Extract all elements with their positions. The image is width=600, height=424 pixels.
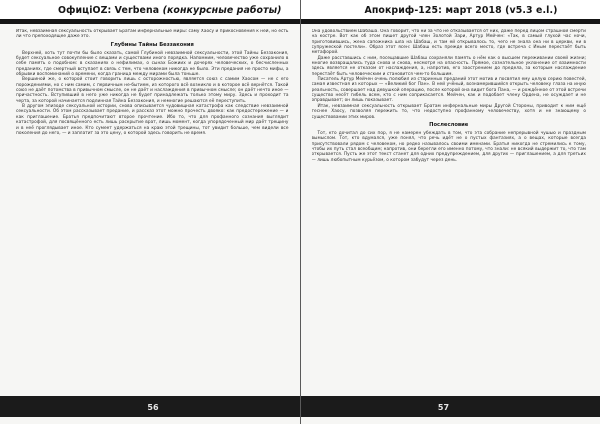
text-fade [301,382,600,396]
left-body-text [16,29,289,390]
right-page [301,0,600,424]
header-rule [301,19,600,24]
body-paragraph: В другом эпизоде сексуальной истории, снова описывается чудовищная катастрофа как следствие невзаимной сексуальности. Об этом рассказывает предание, и рассказ этот можно прочесть двояко: как предостережение — и как приглашение. Братья предпочитают второе прочтение. Ибо то, что для профанного сознания выглядит катастрофой, для посвящённого есть лишь раскрытие врат, лишь момент, когда упорядоченный мир даёт трещину и в неё проглядывает иное. Кто сумеет удержаться на краю этой трещины, тот увидит больше, чем видели все поколения до него, — и заплатит за это цену, о которой здесь говорить не время. [16,104,289,136]
text-fade [0,382,300,396]
running-title-main: ОфицiOZ: Verbena [58,5,160,16]
section-heading: Глубины Тайны Беззакония [110,41,194,48]
body-paragraph: Она удовольствием Шабаша. Она говорит, что ни за что не отказывается от них, даже перед лицом страшной смерти на костре. Вот как об этом пишет другой член Золотой Зари, Артур Мейчен: «Так, в самый глухой час ночи, приготовившись, жена сапожника шла на Шабаш, и там ей открывалось то, чего не знала она ни в церкви, ни в супружеской постели». Образ этот ясен: Шабаш есть прежде всего место, где встреча с Иным перестаёт быть метафорой. [311,29,586,56]
body-paragraph: Даже расставшись с ним, посещавшие Шабаш сохраняли память о нём как о высшем переживании своей жизни; многие возвращались туда снова и снова, несмотря на опасность. Прямое, сознательное уклонение от взаимности здесь является не отказом от наслаждения, а, напротив, его заострением до предела, за которым наслаждение перестаёт быть человеческим и становится чем-то большим. [311,55,586,77]
running-title-subtitle: (конкурсные работы) [162,5,282,16]
body-paragraph: Вершиной же, о которой стоит говорить лишь с осторожностью, является союз с самим Хаосом — не с его порождениями, но с ним самим, с первичным не-бытием, из которого всё возникло и в которое всё вернётся. Такой союз не даёт потомства в привычном смысле, он не даёт и наслаждения в привычном смысле; он даёт нечто иное — причастность. Вступивший в него уже никогда не будет принадлежать только этому миру. Здесь и проходит та черта, за которой начинается подлинная Тайна Беззакония, и немногие решаются её переступить. [16,77,289,104]
left-section-paragraphs [16,51,289,137]
body-paragraph: Верхней, хоть тут почти бы было сказать, самой Глубиной невзаимной сексуальности, этой Тайны Беззакония, будет сексуальное совокупление с вещами и существами иного порядка. Напомним, человечество уже сохранило в себе память о подобном: в сказаниях о нефилимах, о сынах Божиих и дочерях человеческих, о бесчисленных преданиях, где смертный вступает в связь с тем, что человеком никогда не было. Эти предания не просто мифы, а обрывки воспоминаний о времени, когда граница между мирами была тоньше. [16,50,289,78]
body-paragraph: Итак, невзаимная сексуальность открывает Братам инфернальные миры Другой Стороны, приводит к ним ещё теснее Хаосу, позволяя пережить то, что недоступно профанному человечеству, хотя и не знающему о существовании этих миров. [311,103,586,120]
right-intro-paragraphs [312,29,587,120]
left-intro-paragraphs [16,29,289,40]
header-rule [0,19,300,24]
page-number: 57 [437,403,450,412]
right-section-paragraphs [312,131,587,163]
body-paragraph: Писатель Артур Мейчен очень полюбил из старинных преданий этот мотив и посвятил ему целую серию повестей, самая известная из которых — «Великий бог Пан». В ней учёный, вознамерившийся открыть человеку глаза на иную реальность, совершает над девушкой операцию, после которой она видит бога Пана, — и рождённое от этой встречи существо несёт гибель всем, кто с ним соприкасается. Мейчен, как и подобает члену Ордена, не осуждает и не оправдывает; он лишь показывает. [311,77,586,104]
section-heading: Послесловие [429,121,469,128]
running-title [58,5,282,16]
body-paragraph: Тот, кто дочитал до сих пор, я не намерен убеждать в том, что эта собрание непрерывной чушью и праздным вымыслом. Тот, кто вдумался, уже понял, что речь идёт не о пустых фантазиях, а о вещах, которые всегда присутствовали рядом с человеком, но редко называлось своими именами. Братья никогда не стремились к тому, чтобы их путь стал всеобщим; напротив, они берегли его именно потому, что знали: не всякий выдержит то, что там открывается. Пусть же этот текст станет для одних предупреждением, для других — приглашением, а для третьих — лишь любопытным курьёзом, о котором забудут через день. [311,130,586,163]
running-title: Апокриф-125: март 2018 (v5.3 e.l.) [364,5,558,16]
page-number: 56 [147,403,159,412]
right-body-text [312,29,587,390]
body-paragraph: Итак, невзаимная сексуальность открывает Братам инфернальные миры: саму Хаосу и прикосновения к ней, но есть ли что препоходящее даже это. [16,29,289,40]
